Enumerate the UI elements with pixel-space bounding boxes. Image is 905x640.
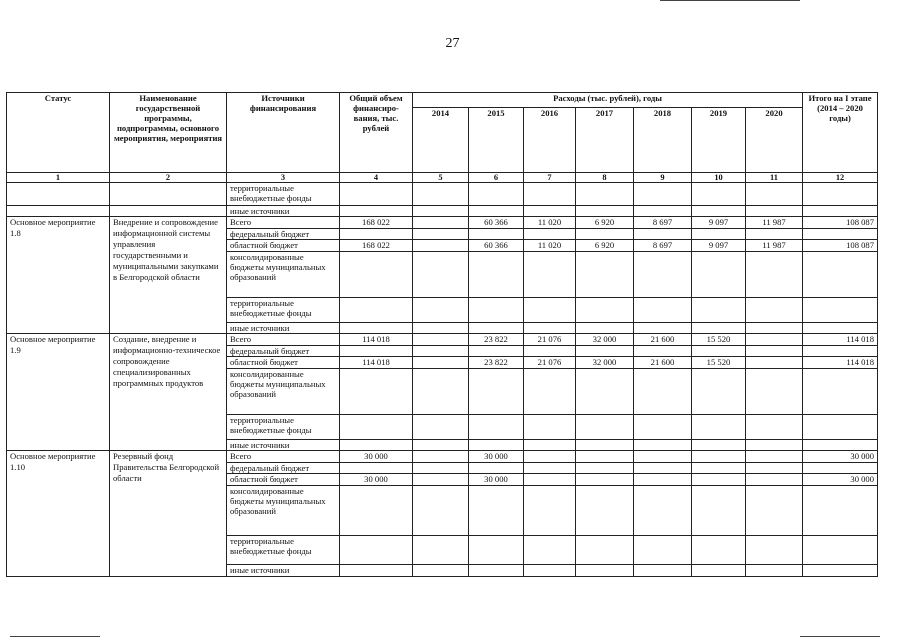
value-cell: 21 076 — [524, 357, 576, 369]
source-cell: иные источники — [227, 206, 340, 217]
value-cell — [413, 536, 469, 565]
value-cell — [803, 206, 878, 217]
value-cell — [634, 440, 692, 451]
value-cell — [746, 323, 803, 334]
value-cell — [524, 369, 576, 415]
name-cell: Внедрение и сопровождение информационной системы управления государственными и муниципальными закупками в Белгородской области — [110, 217, 227, 334]
value-cell — [469, 298, 524, 323]
source-cell: территориальные внебюджетные фонды — [227, 183, 340, 206]
source-cell: Всего — [227, 451, 340, 463]
value-cell — [576, 252, 634, 298]
value-cell — [469, 565, 524, 577]
header-total-volume: Общий объем финансиро-вания, тыс. рублей — [340, 93, 413, 173]
value-cell — [746, 229, 803, 240]
value-cell — [340, 463, 413, 474]
header-year: 2016 — [524, 108, 576, 173]
source-cell: областной бюджет — [227, 240, 340, 252]
value-cell — [692, 298, 746, 323]
source-cell: территориальные внебюджетные фонды — [227, 415, 340, 440]
source-cell: областной бюджет — [227, 474, 340, 486]
value-cell — [576, 298, 634, 323]
value-cell — [469, 183, 524, 206]
value-cell — [634, 229, 692, 240]
value-cell — [524, 298, 576, 323]
column-number: 2 — [110, 173, 227, 183]
source-cell: Всего — [227, 334, 340, 346]
source-cell: территориальные внебюджетные фонды — [227, 536, 340, 565]
value-cell — [634, 369, 692, 415]
source-cell: федеральный бюджет — [227, 463, 340, 474]
value-cell — [746, 565, 803, 577]
value-cell — [413, 415, 469, 440]
value-cell — [634, 323, 692, 334]
value-cell — [746, 474, 803, 486]
value-cell — [634, 183, 692, 206]
header-stage-total: Итого на I этапе (2014 – 2020 годы) — [803, 93, 878, 173]
value-cell — [692, 183, 746, 206]
value-cell — [634, 252, 692, 298]
value-cell — [576, 536, 634, 565]
value-cell — [803, 183, 878, 206]
value-cell — [524, 252, 576, 298]
value-cell: 8 697 — [634, 240, 692, 252]
value-cell — [746, 206, 803, 217]
value-cell: 168 022 — [340, 240, 413, 252]
value-cell — [692, 536, 746, 565]
value-cell — [576, 440, 634, 451]
value-cell: 15 520 — [692, 357, 746, 369]
name-cell: Создание, внедрение и информационно-техническое сопровождение специализированных программных продуктов — [110, 334, 227, 451]
value-cell — [413, 451, 469, 463]
column-number: 4 — [340, 173, 413, 183]
value-cell — [576, 474, 634, 486]
value-cell — [692, 463, 746, 474]
header-sources: Источники финансирования — [227, 93, 340, 173]
value-cell — [746, 415, 803, 440]
value-cell — [803, 298, 878, 323]
value-cell — [576, 229, 634, 240]
value-cell — [524, 565, 576, 577]
value-cell — [524, 229, 576, 240]
value-cell — [746, 298, 803, 323]
value-cell — [524, 536, 576, 565]
name-cell: Резервный фонд Правительства Белгородской области — [110, 451, 227, 577]
value-cell — [746, 536, 803, 565]
header-year: 2020 — [746, 108, 803, 173]
value-cell — [469, 536, 524, 565]
value-cell — [803, 369, 878, 415]
value-cell — [413, 474, 469, 486]
value-cell — [746, 252, 803, 298]
value-cell: 11 020 — [524, 240, 576, 252]
name-cell-empty — [110, 183, 227, 206]
value-cell — [576, 565, 634, 577]
value-cell — [524, 346, 576, 357]
value-cell: 60 366 — [469, 217, 524, 229]
value-cell — [413, 357, 469, 369]
value-cell — [692, 229, 746, 240]
value-cell — [576, 486, 634, 536]
value-cell — [746, 369, 803, 415]
column-number: 6 — [469, 173, 524, 183]
value-cell: 23 822 — [469, 334, 524, 346]
value-cell: 21 600 — [634, 334, 692, 346]
value-cell — [576, 323, 634, 334]
value-cell — [469, 346, 524, 357]
status-cell-empty — [7, 183, 110, 206]
value-cell: 108 087 — [803, 240, 878, 252]
table-row — [7, 183, 878, 206]
value-cell: 21 076 — [524, 334, 576, 346]
value-cell: 9 097 — [692, 240, 746, 252]
value-cell: 6 920 — [576, 240, 634, 252]
value-cell — [576, 369, 634, 415]
column-number: 5 — [413, 173, 469, 183]
value-cell — [576, 451, 634, 463]
value-cell — [413, 463, 469, 474]
value-cell — [803, 323, 878, 334]
value-cell — [524, 451, 576, 463]
value-cell — [413, 323, 469, 334]
value-cell — [340, 229, 413, 240]
value-cell — [524, 486, 576, 536]
value-cell — [469, 229, 524, 240]
value-cell — [413, 346, 469, 357]
value-cell: 108 087 — [803, 217, 878, 229]
value-cell: 6 920 — [576, 217, 634, 229]
value-cell: 23 822 — [469, 357, 524, 369]
value-cell — [524, 415, 576, 440]
source-cell: иные источники — [227, 565, 340, 577]
value-cell — [340, 183, 413, 206]
value-cell — [576, 206, 634, 217]
value-cell — [340, 415, 413, 440]
value-cell — [634, 486, 692, 536]
value-cell: 168 022 — [340, 217, 413, 229]
value-cell: 32 000 — [576, 357, 634, 369]
value-cell — [803, 565, 878, 577]
value-cell — [413, 486, 469, 536]
source-cell: Всего — [227, 217, 340, 229]
value-cell — [524, 183, 576, 206]
column-number: 11 — [746, 173, 803, 183]
value-cell — [469, 323, 524, 334]
value-cell: 114 018 — [803, 357, 878, 369]
value-cell: 30 000 — [469, 474, 524, 486]
name-cell-empty — [110, 206, 227, 217]
column-number: 12 — [803, 173, 878, 183]
value-cell: 30 000 — [803, 451, 878, 463]
value-cell: 32 000 — [576, 334, 634, 346]
value-cell: 30 000 — [340, 451, 413, 463]
value-cell — [413, 217, 469, 229]
value-cell — [340, 298, 413, 323]
table-row — [7, 206, 878, 217]
status-cell: Основное мероприятие 1.8 — [7, 217, 110, 334]
value-cell — [803, 346, 878, 357]
value-cell — [746, 486, 803, 536]
column-number: 8 — [576, 173, 634, 183]
value-cell — [692, 415, 746, 440]
value-cell — [524, 440, 576, 451]
value-cell — [576, 346, 634, 357]
bottom-edge-line-right — [800, 636, 880, 637]
value-cell — [340, 346, 413, 357]
source-cell: федеральный бюджет — [227, 346, 340, 357]
column-number: 3 — [227, 173, 340, 183]
column-number: 1 — [7, 173, 110, 183]
value-cell — [469, 369, 524, 415]
table-row — [7, 217, 878, 229]
value-cell — [576, 463, 634, 474]
value-cell: 9 097 — [692, 217, 746, 229]
value-cell — [803, 440, 878, 451]
value-cell — [469, 463, 524, 474]
value-cell: 30 000 — [803, 474, 878, 486]
value-cell — [340, 536, 413, 565]
header-year: 2015 — [469, 108, 524, 173]
value-cell — [746, 357, 803, 369]
value-cell: 60 366 — [469, 240, 524, 252]
page-number: 27 — [445, 36, 460, 51]
value-cell: 8 697 — [634, 217, 692, 229]
value-cell — [634, 206, 692, 217]
header-year: 2018 — [634, 108, 692, 173]
value-cell — [413, 206, 469, 217]
bottom-edge-line — [10, 636, 100, 637]
status-cell: Основное мероприятие 1.10 — [7, 451, 110, 577]
value-cell — [340, 369, 413, 415]
value-cell — [469, 440, 524, 451]
value-cell — [524, 474, 576, 486]
header-expenses: Расходы (тыс. рублей), годы — [413, 93, 803, 108]
value-cell — [692, 323, 746, 334]
table-body — [7, 183, 878, 577]
column-number: 9 — [634, 173, 692, 183]
value-cell — [576, 415, 634, 440]
source-cell: федеральный бюджет — [227, 229, 340, 240]
value-cell — [469, 486, 524, 536]
value-cell — [413, 229, 469, 240]
value-cell — [746, 183, 803, 206]
value-cell — [524, 323, 576, 334]
source-cell: иные источники — [227, 323, 340, 334]
value-cell: 30 000 — [469, 451, 524, 463]
value-cell — [692, 486, 746, 536]
source-cell: областной бюджет — [227, 357, 340, 369]
value-cell — [634, 463, 692, 474]
value-cell — [469, 252, 524, 298]
value-cell — [524, 463, 576, 474]
value-cell — [524, 206, 576, 217]
value-cell: 21 600 — [634, 357, 692, 369]
value-cell — [413, 440, 469, 451]
value-cell — [692, 565, 746, 577]
value-cell: 114 018 — [803, 334, 878, 346]
value-cell: 30 000 — [340, 474, 413, 486]
value-cell — [413, 183, 469, 206]
budget-table — [6, 92, 878, 577]
value-cell — [634, 451, 692, 463]
table-row — [7, 451, 878, 463]
value-cell: 11 987 — [746, 240, 803, 252]
column-number: 10 — [692, 173, 746, 183]
status-cell-empty — [7, 206, 110, 217]
source-cell: консолидированные бюджеты муниципальных образований — [227, 369, 340, 415]
value-cell: 114 018 — [340, 357, 413, 369]
value-cell — [803, 229, 878, 240]
value-cell — [413, 240, 469, 252]
source-cell: территориальные внебюджетные фонды — [227, 298, 340, 323]
value-cell: 15 520 — [692, 334, 746, 346]
value-cell — [692, 474, 746, 486]
value-cell — [746, 463, 803, 474]
header-program-name: Наименование государственной программы, подпрограммы, основного мероприятия, мероприятия — [110, 93, 227, 173]
value-cell — [746, 334, 803, 346]
header-year: 2014 — [413, 108, 469, 173]
value-cell — [746, 440, 803, 451]
value-cell — [692, 206, 746, 217]
value-cell: 11 987 — [746, 217, 803, 229]
value-cell — [576, 183, 634, 206]
top-edge-line — [660, 0, 800, 1]
value-cell — [340, 486, 413, 536]
source-cell: консолидированные бюджеты муниципальных образований — [227, 486, 340, 536]
value-cell — [413, 252, 469, 298]
header-year: 2019 — [692, 108, 746, 173]
value-cell — [803, 536, 878, 565]
value-cell — [469, 206, 524, 217]
value-cell — [413, 369, 469, 415]
value-cell — [746, 346, 803, 357]
status-cell: Основное мероприятие 1.9 — [7, 334, 110, 451]
value-cell: 114 018 — [340, 334, 413, 346]
value-cell — [340, 440, 413, 451]
source-cell: консолидированные бюджеты муниципальных образований — [227, 252, 340, 298]
value-cell — [634, 565, 692, 577]
value-cell — [340, 206, 413, 217]
value-cell: 11 020 — [524, 217, 576, 229]
value-cell — [692, 369, 746, 415]
value-cell — [340, 323, 413, 334]
value-cell — [469, 415, 524, 440]
value-cell — [803, 415, 878, 440]
value-cell — [340, 565, 413, 577]
source-cell: иные источники — [227, 440, 340, 451]
value-cell — [413, 334, 469, 346]
value-cell — [746, 451, 803, 463]
value-cell — [413, 565, 469, 577]
header-year: 2017 — [576, 108, 634, 173]
value-cell — [692, 451, 746, 463]
value-cell — [692, 252, 746, 298]
value-cell — [413, 298, 469, 323]
value-cell — [634, 536, 692, 565]
value-cell — [634, 298, 692, 323]
value-cell — [803, 463, 878, 474]
value-cell — [692, 440, 746, 451]
table-row — [7, 334, 878, 346]
header-status: Статус — [7, 93, 110, 173]
value-cell — [634, 346, 692, 357]
value-cell — [803, 252, 878, 298]
value-cell — [634, 474, 692, 486]
value-cell — [803, 486, 878, 536]
column-number: 7 — [524, 173, 576, 183]
value-cell — [340, 252, 413, 298]
value-cell — [692, 346, 746, 357]
value-cell — [634, 415, 692, 440]
